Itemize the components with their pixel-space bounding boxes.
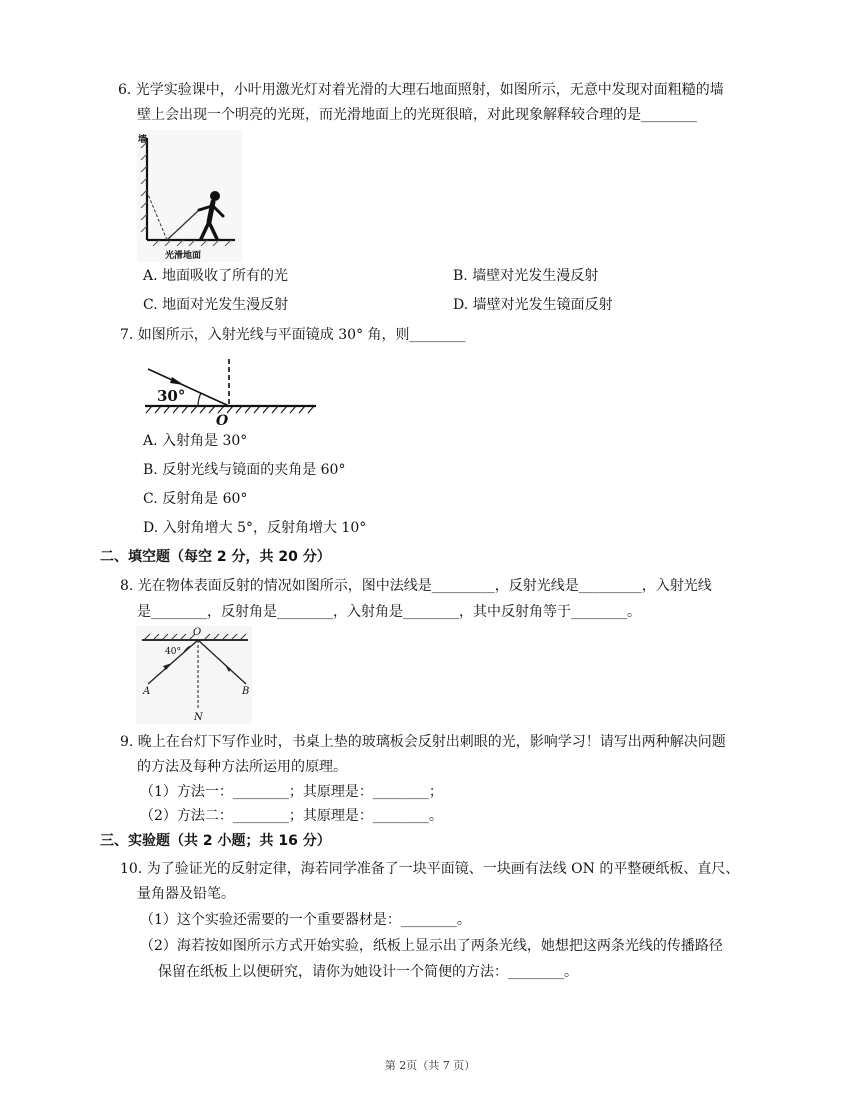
q8-line2: 是________，反射角是________，入射角是________，其中反射角等于________。 — [137, 604, 641, 620]
q9-line2: 的方法及每种方法所运用的原理。 — [137, 759, 347, 775]
q7-option-c: C. 反射角是 60° — [143, 491, 248, 507]
q7-fig-point-label: O — [216, 413, 229, 427]
q9-sub2: （2）方法二：________；其原理是：________。 — [140, 808, 443, 824]
q7-option-a: A. 入射角是 30° — [143, 433, 248, 449]
q7-option-b: B. 反射光线与镜面的夹角是 60° — [143, 462, 346, 478]
q8-fig-label-o: O — [193, 627, 202, 638]
q9-line1: 9. 晚上在台灯下写作业时，书桌上垫的玻璃板会反射出刺眼的光，影响学习！请写出两种解决问题 — [120, 734, 726, 750]
q6-option-d: D. 墙壁对光发生镜面反射 — [453, 297, 613, 313]
q6-option-c: C. 地面对光发生漫反射 — [143, 297, 289, 313]
q6-fig-wall-label: 墙 — [138, 135, 148, 145]
q8-fig-label-n: N — [194, 712, 203, 723]
q6-figure — [137, 130, 242, 262]
q6-fig-floor-label: 光滑地面 — [165, 251, 202, 261]
q10-sub1: （1）这个实验还需要的一个重要器材是：________。 — [140, 912, 471, 928]
q10-sub2a: （2）海若按如图所示方式开始实验，纸板上显示出了两条光线，她想把这两条光线的传播路径 — [140, 938, 723, 954]
q6-line2: 壁上会出现一个明亮的光斑，而光滑地面上的光斑很暗，对此现象解释较合理的是________ — [137, 107, 697, 123]
q7-option-d: D. 入射角增大 5°，反射角增大 10° — [143, 520, 367, 536]
q7-line1: 7. 如图所示，入射光线与平面镜成 30° 角，则________ — [120, 327, 466, 343]
q6-option-b: B. 墙壁对光发生漫反射 — [453, 268, 599, 284]
page-footer: 第 2页（共 7 页） — [384, 1059, 476, 1072]
q6-line1: 6. 光学实验课中，小叶用激光灯对着光滑的大理石地面照射，如图所示，无意中发现对面粗糙的墙 — [118, 82, 724, 98]
q9-sub1: （1）方法一：________；其原理是：________； — [140, 784, 443, 800]
q6-option-a: A. 地面吸收了所有的光 — [143, 268, 289, 284]
q10-line2: 量角器及铅笔。 — [137, 886, 235, 902]
q10-sub2b: 保留在纸板上以便研究，请你为她设计一个简便的方法：________。 — [158, 964, 578, 980]
section2-title: 二、填空题（每空 2 分，共 20 分） — [100, 549, 331, 565]
q8-line1: 8. 光在物体表面反射的情况如图所示，图中法线是_________，反射光线是_________，入射光线 — [120, 578, 712, 594]
q7-figure — [140, 355, 320, 427]
q8-fig-label-a: A — [143, 686, 151, 697]
section3-title: 三、实验题（共 2 小题；共 16 分） — [100, 833, 331, 849]
q8-fig-label-b: B — [242, 686, 250, 697]
q7-fig-angle-label: 30° — [157, 387, 186, 405]
q8-figure — [136, 626, 252, 724]
q8-fig-label-angle: 40° — [165, 647, 181, 657]
q10-line1: 10. 为了验证光的反射定律，海若同学准备了一块平面镜、一块画有法线 ON 的平整硬纸板、直尺、 — [120, 861, 740, 877]
